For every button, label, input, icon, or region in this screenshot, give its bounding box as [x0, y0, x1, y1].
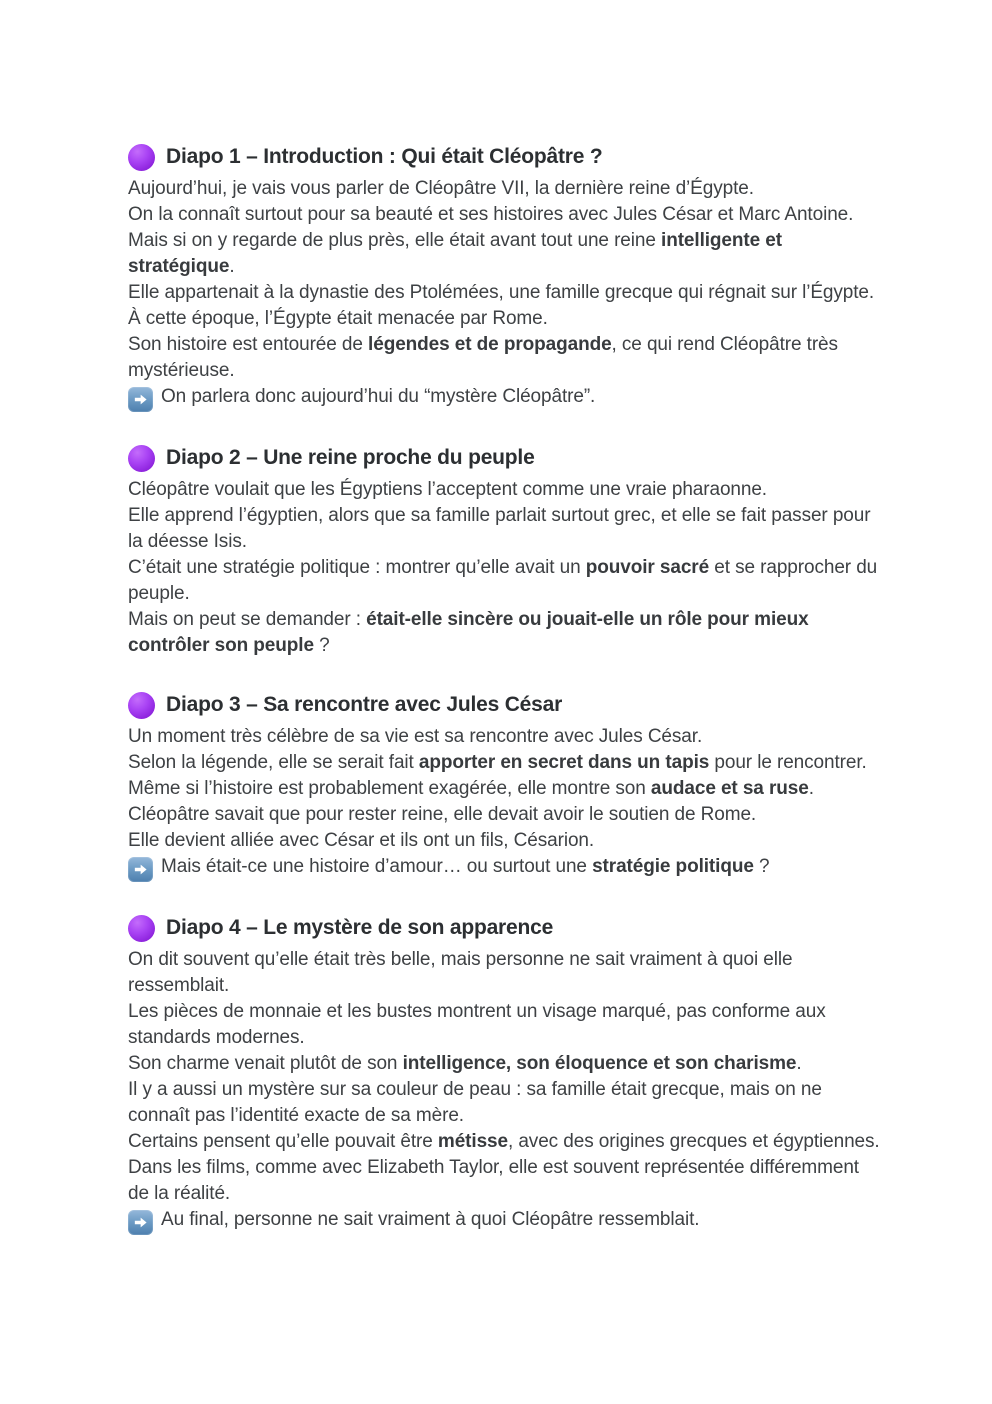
body-paragraph — [128, 947, 882, 999]
text-run: On dit souvent qu’elle était très belle, mais personne ne sait vraiment à quoi elle ressemblait. — [128, 949, 793, 996]
body-paragraph — [128, 999, 882, 1051]
bold-text-run: apporter en secret dans un tapis — [418, 752, 710, 773]
slide-section — [128, 913, 882, 1235]
text-run: Son charme venait plutôt de son — [128, 1053, 403, 1074]
text-run: Mais on peut se demander : — [128, 609, 367, 630]
right-arrow-icon — [128, 387, 153, 412]
text-run: Cléopâtre voulait que les Égyptiens l’acceptent comme une vraie pharaonne. — [128, 479, 767, 500]
body-paragraph — [128, 724, 882, 750]
body-paragraph — [128, 503, 882, 555]
text-run: Au final, personne ne sait vraiment à quoi Cléopâtre ressemblait. — [161, 1209, 700, 1230]
text-run: , ce qui rend Cléopâtre très mystérieuse. — [128, 334, 838, 381]
text-run: Aujourd’hui, je vais vous parler de Cléopâtre VII, la dernière reine d’Égypte. — [128, 178, 754, 199]
text-run: et se rapprocher du peuple. — [128, 557, 878, 604]
right-arrow-icon — [128, 857, 153, 882]
section-heading — [128, 913, 882, 943]
body-paragraph — [128, 828, 882, 854]
text-run: Il y a aussi un mystère sur sa couleur de peau : sa famille était grecque, mais on ne connaît pas l’identité exacte de sa mère. — [128, 1079, 822, 1126]
text-run: ? — [313, 635, 330, 656]
text-run: pour le rencontrer. Même si l’histoire est probablement exagérée, elle montre son — [128, 752, 867, 799]
text-run: , avec des origines grecques et égyptiennes. — [507, 1131, 880, 1152]
section-heading-label: Diapo 2 – Une reine proche du peuple — [166, 446, 535, 469]
body-paragraph — [128, 280, 882, 332]
purple-circle-icon — [128, 445, 155, 472]
bold-text-run: intelligence, son éloquence et son charisme — [402, 1053, 797, 1074]
text-run: . — [808, 778, 814, 799]
text-run: On parlera donc aujourd’hui du “mystère Cléopâtre”. — [161, 386, 596, 407]
conclusion-line — [128, 1207, 882, 1235]
text-run: . — [796, 1053, 802, 1074]
body-paragraph — [128, 477, 882, 503]
body-paragraph — [128, 1077, 882, 1129]
section-heading-label: Diapo 1 – Introduction : Qui était Cléopâtre ? — [166, 145, 603, 168]
purple-circle-icon — [128, 144, 155, 171]
body-paragraph — [128, 176, 882, 202]
bold-text-run: stratégie politique — [592, 856, 754, 877]
bold-text-run: était-elle sincère ou jouait-elle un rôle pour mieux contrôler son peuple — [128, 609, 809, 656]
text-run: Mais était-ce une histoire d’amour… ou surtout une — [161, 856, 593, 877]
text-run: C’était une stratégie politique : montrer qu’elle avait un — [128, 557, 586, 578]
bold-text-run: intelligente et stratégique — [128, 230, 782, 277]
section-heading — [128, 690, 882, 720]
bold-text-run: légendes et de propagande — [368, 334, 612, 355]
text-run: Les pièces de monnaie et les bustes montrent un visage marqué, pas conforme aux standards modernes. — [128, 1001, 826, 1048]
text-run: Dans les films, comme avec Elizabeth Taylor, elle est souvent représentée différemment de la réalité. — [128, 1157, 859, 1204]
text-run: . — [229, 256, 235, 277]
purple-circle-icon — [128, 915, 155, 942]
body-paragraph — [128, 607, 882, 659]
body-paragraph — [128, 202, 882, 280]
right-arrow-icon — [128, 1210, 153, 1235]
text-run: ? — [753, 856, 770, 877]
text-run: Elle devient alliée avec César et ils ont un fils, Césarion. — [128, 830, 595, 851]
text-run: Son histoire est entourée de — [128, 334, 369, 355]
conclusion-line — [128, 854, 882, 882]
bold-text-run: métisse — [437, 1131, 508, 1152]
document-body — [128, 142, 882, 1235]
body-paragraph — [128, 750, 882, 802]
text-run: Certains pensent qu’elle pouvait être — [128, 1131, 438, 1152]
purple-circle-icon — [128, 692, 155, 719]
bold-text-run: pouvoir sacré — [585, 557, 710, 578]
section-heading-label: Diapo 3 – Sa rencontre avec Jules César — [166, 693, 563, 716]
section-heading-label: Diapo 4 – Le mystère de son apparence — [166, 916, 554, 939]
body-paragraph — [128, 1051, 882, 1077]
body-paragraph — [128, 555, 882, 607]
slide-section — [128, 690, 882, 882]
body-paragraph — [128, 332, 882, 384]
body-paragraph — [128, 1155, 882, 1207]
text-run: Selon la légende, elle se serait fait — [128, 752, 419, 773]
text-run: Elle apprend l’égyptien, alors que sa famille parlait surtout grec, et elle se fait passer pour la déesse Isis. — [128, 505, 871, 552]
body-paragraph — [128, 1129, 882, 1155]
text-run: On la connaît surtout pour sa beauté et ses histoires avec Jules César et Marc Antoine. Mais si on y regarde de plus près, elle était avant tout une reine — [128, 204, 854, 251]
section-heading — [128, 142, 882, 172]
text-run: Un moment très célèbre de sa vie est sa rencontre avec Jules César. — [128, 726, 703, 747]
text-run: Elle appartenait à la dynastie des Ptolémées, une famille grecque qui régnait sur l’Égypte. À cette époque, l’Égypte était menacée par Rome. — [128, 282, 875, 329]
body-paragraph — [128, 802, 882, 828]
slide-section — [128, 443, 882, 659]
conclusion-line — [128, 384, 882, 412]
slide-section — [128, 142, 882, 412]
text-run: Cléopâtre savait que pour rester reine, elle devait avoir le soutien de Rome. — [128, 804, 757, 825]
bold-text-run: audace et sa ruse — [650, 778, 809, 799]
section-heading — [128, 443, 882, 473]
